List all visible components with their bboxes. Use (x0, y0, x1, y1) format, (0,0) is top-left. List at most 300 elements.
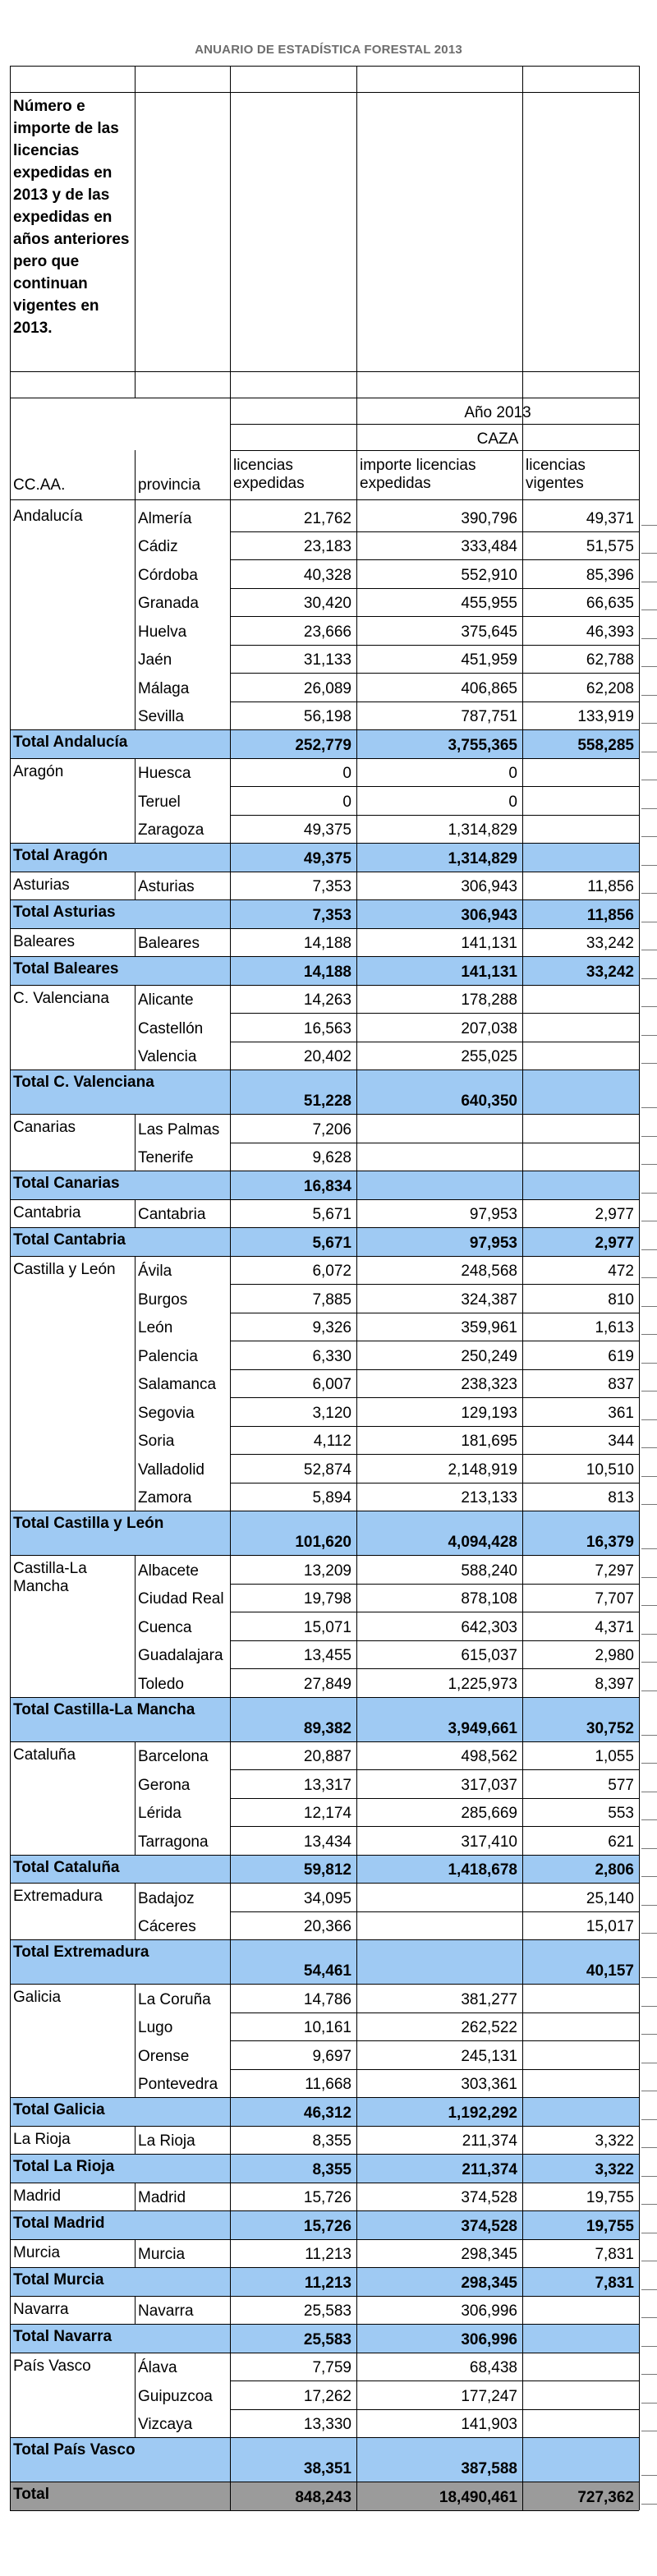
column-border (135, 1341, 136, 1369)
margin-tick (641, 1306, 657, 1307)
column-border (522, 928, 523, 957)
column-border (230, 2012, 231, 2041)
provincia-cell: La Coruña (138, 1990, 211, 2008)
licencias-expedidas-cell: 46,312 (303, 2104, 351, 2122)
column-border (135, 985, 136, 1014)
column-border (356, 1284, 357, 1313)
importe-cell: 1,225,973 (448, 1675, 517, 1693)
column-border (135, 758, 136, 787)
importe-cell: 306,943 (461, 878, 517, 895)
licencias-expedidas-cell: 10,161 (303, 2019, 351, 2036)
licencias-expedidas-cell: 25,583 (303, 2302, 351, 2320)
importe-cell: 207,038 (461, 1019, 517, 1037)
column-border (522, 2040, 523, 2069)
provincia-cell: Granada (138, 595, 199, 612)
column-border (10, 1042, 11, 1070)
column-border (10, 398, 11, 503)
importe-cell: 3,949,661 (448, 1719, 517, 1737)
margin-tick (641, 1735, 657, 1736)
column-border (522, 1883, 523, 1911)
column-border (522, 1227, 523, 1256)
column-border (10, 503, 11, 531)
column-border (10, 1855, 11, 1884)
column-border (10, 1256, 11, 1285)
column-border (639, 2097, 640, 2126)
licencias-expedidas-cell: 4,112 (313, 1433, 351, 1450)
licencias-vigentes-cell: 361 (608, 1404, 634, 1422)
column-border (135, 645, 136, 674)
column-border (522, 559, 523, 588)
column-border (230, 1640, 231, 1669)
column-border (135, 1284, 136, 1313)
column-border (522, 758, 523, 787)
licencias-expedidas-cell: 26,089 (303, 679, 351, 697)
importe-cell: 213,133 (461, 1489, 517, 1506)
column-border (356, 1426, 357, 1455)
column-border (522, 1426, 523, 1455)
row-border (10, 1227, 639, 1228)
provincia-cell: Pontevedra (138, 2076, 218, 2093)
column-border (230, 1042, 231, 1070)
column-border (10, 1911, 11, 1940)
column-border (10, 2324, 11, 2353)
row-border (230, 2040, 639, 2041)
column-border (135, 1042, 136, 1070)
column-border (522, 2409, 523, 2438)
margin-tick (641, 2119, 657, 2120)
licencias-vigentes-cell: 3,322 (595, 2160, 634, 2178)
column-border (10, 1769, 11, 1798)
total-label-cell: Total La Rioja (13, 2158, 115, 2175)
margin-tick (641, 1164, 657, 1165)
ccaa-cell: Canarias (13, 1119, 76, 1136)
licencias-expedidas-cell: 5,671 (312, 1234, 351, 1252)
column-border (522, 1741, 523, 1770)
column-border (639, 1640, 640, 1669)
column-border (522, 985, 523, 1014)
column-border (356, 2239, 357, 2268)
importe-cell: 455,955 (461, 595, 517, 612)
column-border (10, 1171, 11, 1199)
column-border (10, 616, 11, 645)
column-border (639, 1511, 640, 1555)
margin-tick (641, 1277, 657, 1278)
row-border (10, 1883, 639, 1884)
total-label-cell: Total Madrid (13, 2215, 105, 2232)
column-border (639, 1939, 640, 1984)
importe-cell: 250,249 (461, 1347, 517, 1365)
licencias-expedidas-cell: 6,072 (312, 1263, 351, 1280)
provincia-cell: Palencia (138, 1347, 198, 1365)
importe-cell: 255,025 (461, 1048, 517, 1065)
column-border (522, 2210, 523, 2239)
column-border (356, 1171, 357, 1199)
provincia-cell: Orense (138, 2047, 190, 2065)
row-border (230, 2012, 639, 2013)
column-border (356, 815, 357, 844)
licencias-vigentes-cell: 577 (608, 1776, 634, 1794)
licencias-expedidas-cell: 9,628 (312, 1149, 351, 1166)
column-border (639, 1227, 640, 1256)
column-border (639, 1612, 640, 1640)
column-border (639, 985, 640, 1014)
margin-tick (641, 1977, 657, 1978)
column-border (230, 2040, 231, 2069)
row-border (230, 1640, 639, 1641)
column-border (10, 1511, 11, 1555)
licencias-vigentes-cell: 7,707 (595, 1590, 634, 1608)
table-top-border (10, 66, 639, 67)
provincia-cell: Tarragona (138, 1833, 209, 1851)
margin-tick (641, 1391, 657, 1392)
column-border (356, 1397, 357, 1426)
margin-tick (641, 1447, 657, 1448)
margin-tick (641, 1419, 657, 1420)
column-border (356, 1483, 357, 1511)
licencias-vigentes-cell: 66,635 (586, 595, 634, 612)
column-border (230, 786, 231, 815)
licencias-vigentes-cell: 85,396 (586, 566, 634, 584)
column-border (639, 786, 640, 815)
column-border (230, 1984, 231, 2012)
column-border (10, 588, 11, 617)
margin-tick (641, 2346, 657, 2347)
column-border (230, 1114, 231, 1143)
row-border (10, 2126, 639, 2127)
licencias-vigentes-cell: 813 (608, 1489, 634, 1506)
column-border (522, 1199, 523, 1228)
row-border (10, 1199, 639, 1200)
licencias-expedidas-cell: 0 (342, 765, 351, 782)
column-border (10, 1798, 11, 1827)
column-border (522, 2437, 523, 2482)
column-border (522, 2126, 523, 2155)
ccaa-cell: C. Valenciana (13, 989, 109, 1007)
column-border (135, 815, 136, 844)
column-header-provincia: provincia (138, 476, 201, 494)
column-border (356, 1313, 357, 1341)
column-border (10, 559, 11, 588)
licencias-expedidas-cell: 52,874 (303, 1460, 351, 1479)
column-border (10, 2069, 11, 2098)
column-border (522, 1511, 523, 1555)
column-border (639, 398, 640, 503)
column-border (522, 1555, 523, 1584)
column-border (522, 815, 523, 844)
column-border (522, 1826, 523, 1855)
importe-cell: 640,350 (461, 1092, 517, 1110)
column-border (639, 899, 640, 928)
margin-tick (641, 1107, 657, 1108)
column-border (10, 1397, 11, 1426)
ccaa-cell: Galicia (13, 1989, 62, 2006)
importe-cell: 374,528 (461, 2217, 517, 2235)
total-label-cell: Total Murcia (13, 2271, 104, 2288)
column-border (230, 928, 231, 957)
margin-tick (641, 1819, 657, 1820)
column-border (522, 1114, 523, 1143)
provincia-cell: Lugo (138, 2019, 173, 2036)
total-label-cell: Total Extremadura (13, 1944, 149, 1961)
total-label-cell: Total Asturias (13, 904, 116, 921)
margin-tick (641, 2374, 657, 2375)
column-border (10, 1454, 11, 1483)
total-label-cell: Total País Vasco (13, 2441, 136, 2459)
column-border (135, 673, 136, 702)
column-border (639, 2239, 640, 2268)
column-border (230, 815, 231, 844)
row-border (230, 1826, 639, 1827)
importe-cell: 181,695 (461, 1433, 517, 1450)
column-border (356, 2353, 357, 2381)
column-border (10, 815, 11, 844)
margin-tick (641, 808, 657, 809)
column-border (10, 1013, 11, 1042)
column-border (356, 1584, 357, 1612)
column-border (230, 398, 231, 503)
importe-cell: 129,193 (461, 1404, 517, 1422)
column-border (639, 2324, 640, 2353)
column-border (356, 1612, 357, 1640)
row-border (10, 1939, 639, 1940)
licencias-expedidas-cell: 20,402 (303, 1048, 351, 1065)
licencias-expedidas-cell: 23,183 (303, 538, 351, 555)
licencias-expedidas-cell: 11,213 (305, 2246, 351, 2263)
licencias-expedidas-cell: 20,887 (303, 1748, 351, 1765)
column-border (230, 531, 231, 560)
column-border (135, 1143, 136, 1171)
column-border (639, 1483, 640, 1511)
importe-cell: 317,037 (461, 1776, 517, 1794)
column-border (10, 1883, 11, 1911)
margin-tick (641, 638, 657, 639)
column-border (356, 1668, 357, 1697)
column-border (135, 1313, 136, 1341)
licencias-expedidas-cell: 49,375 (303, 821, 351, 839)
column-border (522, 2183, 523, 2211)
licencias-vigentes-cell: 16,379 (586, 1534, 634, 1551)
column-border (10, 758, 11, 787)
column-border (135, 531, 136, 560)
column-border (522, 1143, 523, 1171)
licencias-vigentes-cell: 727,362 (577, 2488, 634, 2506)
column-border (356, 1939, 357, 1984)
column-border (10, 702, 11, 730)
provincia-cell: Cádiz (138, 538, 178, 555)
provincia-cell: Cáceres (138, 1918, 196, 1935)
column-border (10, 645, 11, 674)
column-border (356, 1114, 357, 1143)
column-border (639, 1454, 640, 1483)
licencias-vigentes-cell: 33,242 (586, 963, 634, 981)
column-border (639, 2380, 640, 2409)
ccaa-cell: País Vasco (13, 2357, 91, 2375)
margin-tick (641, 1249, 657, 1250)
column-border (10, 1143, 11, 1171)
column-border (639, 66, 640, 398)
licencias-expedidas-cell: 54,461 (303, 1962, 351, 1980)
row-border (230, 1769, 639, 1770)
importe-cell: 0 (508, 765, 517, 782)
provincia-cell: Zamora (138, 1489, 192, 1506)
column-border (356, 1855, 357, 1884)
column-border (356, 729, 357, 758)
column-header-ccaa: CC.AA. (13, 476, 66, 494)
licencias-vigentes-cell: 558,285 (577, 736, 634, 754)
column-border (356, 1741, 357, 1770)
importe-cell: 375,645 (461, 623, 517, 641)
importe-cell: 303,361 (461, 2076, 517, 2093)
provincia-cell: Ávila (138, 1263, 172, 1280)
column-border (230, 2380, 231, 2409)
column-border (230, 1612, 231, 1640)
group-label-caza: CAZA (476, 430, 519, 448)
licencias-vigentes-cell: 7,831 (595, 2246, 634, 2263)
licencias-expedidas-cell: 3,120 (312, 1404, 351, 1422)
column-border (639, 1769, 640, 1798)
provincia-cell: Salamanca (138, 1376, 217, 1393)
row-border (10, 92, 639, 93)
importe-cell: 18,490,461 (439, 2488, 517, 2506)
column-border (639, 1199, 640, 1228)
column-border (356, 588, 357, 617)
importe-cell: 141,131 (461, 935, 517, 952)
importe-cell: 177,247 (461, 2387, 517, 2405)
importe-cell: 211,374 (462, 2160, 517, 2178)
column-border (522, 1855, 523, 1884)
column-border (639, 1798, 640, 1827)
licencias-vigentes-cell: 46,393 (586, 623, 634, 641)
importe-cell: 0 (508, 793, 517, 811)
licencias-expedidas-cell: 7,206 (312, 1120, 351, 1138)
licencias-vigentes-cell: 49,371 (586, 509, 634, 527)
row-border (10, 371, 639, 372)
total-label-cell: Total Cantabria (13, 1231, 126, 1249)
column-border (135, 1911, 136, 1940)
column-border (522, 645, 523, 674)
column-border (10, 1483, 11, 1511)
provincia-cell: Alicante (138, 991, 194, 1009)
margin-tick (641, 1136, 657, 1137)
column-border (230, 2324, 231, 2353)
column-border (356, 673, 357, 702)
importe-cell: 306,996 (461, 2330, 517, 2348)
licencias-vigentes-cell: 133,919 (577, 708, 634, 725)
column-border (230, 1284, 231, 1313)
importe-cell: 387,588 (461, 2460, 517, 2477)
column-border (639, 702, 640, 730)
column-border (522, 66, 523, 398)
margin-tick (641, 2317, 657, 2318)
column-border (230, 645, 231, 674)
column-border (639, 1143, 640, 1171)
licencias-vigentes-cell: 11,856 (587, 878, 634, 895)
column-border (639, 2409, 640, 2438)
margin-tick (641, 2034, 657, 2035)
column-border (522, 1640, 523, 1669)
licencias-expedidas-cell: 23,666 (303, 623, 351, 641)
provincia-cell: Teruel (138, 793, 181, 811)
column-border (230, 899, 231, 928)
column-border (135, 1826, 136, 1855)
row-border (230, 645, 639, 646)
provincia-cell: Cantabria (138, 1206, 206, 1223)
column-border (10, 1584, 11, 1612)
column-border (639, 1341, 640, 1369)
column-border (230, 2069, 231, 2098)
margin-tick (641, 2403, 657, 2404)
row-border (10, 928, 639, 929)
importe-cell: 451,959 (461, 651, 517, 669)
column-border (522, 1070, 523, 1114)
column-border (356, 398, 357, 503)
total-label-cell: Total C. Valenciana (13, 1074, 154, 1091)
licencias-expedidas-cell: 30,420 (303, 595, 351, 612)
table-title: Número e importe de las licencias expedidas en 2013 y de las expedidas en años anteriores pero que continuan vigentes en 2013. (13, 98, 130, 337)
importe-cell: 97,953 (469, 1206, 517, 1223)
column-border (356, 1454, 357, 1483)
licencias-expedidas-cell: 7,353 (312, 878, 351, 895)
column-border (230, 2210, 231, 2239)
column-border (522, 1397, 523, 1426)
row-border (10, 1741, 639, 1742)
ccaa-cell: Cantabria (13, 1203, 81, 1221)
row-border (10, 1697, 639, 1698)
column-border (356, 2324, 357, 2353)
column-border (639, 1284, 640, 1313)
column-border (10, 1826, 11, 1855)
row-border (230, 1483, 639, 1484)
column-border (639, 1042, 640, 1070)
column-border (230, 66, 231, 398)
licencias-vigentes-cell: 8,397 (595, 1675, 634, 1693)
column-border (10, 2437, 11, 2482)
licencias-expedidas-cell: 11,213 (304, 2274, 351, 2292)
column-border (522, 1013, 523, 1042)
licencias-expedidas-cell: 101,620 (295, 1534, 351, 1551)
licencias-expedidas-cell: 7,353 (312, 906, 351, 924)
margin-tick (641, 1848, 657, 1849)
licencias-expedidas-cell: 27,849 (303, 1675, 351, 1693)
provincia-cell: Las Palmas (138, 1120, 220, 1138)
column-border (522, 702, 523, 730)
column-border (639, 616, 640, 645)
column-border (356, 2040, 357, 2069)
column-border (639, 2296, 640, 2325)
provincia-cell: Valencia (138, 1048, 197, 1065)
total-label-cell: Total Cataluña (13, 1858, 120, 1876)
column-border (230, 1555, 231, 1584)
row-border (10, 2324, 639, 2325)
column-border (522, 1939, 523, 1984)
column-border (135, 1483, 136, 1511)
licencias-vigentes-cell: 19,755 (586, 2217, 634, 2235)
licencias-expedidas-cell: 16,563 (303, 1019, 351, 1037)
column-border (522, 2154, 523, 2183)
provincia-cell: Tenerife (138, 1149, 194, 1166)
provincia-cell: Soria (138, 1433, 175, 1450)
licencias-expedidas-cell: 252,779 (295, 736, 351, 754)
column-border (522, 1668, 523, 1697)
column-border (639, 2267, 640, 2296)
column-border (522, 1697, 523, 1741)
licencias-expedidas-cell: 14,786 (303, 1990, 351, 2008)
column-border (356, 1798, 357, 1827)
provincia-cell: Navarra (138, 2302, 194, 2320)
column-border (639, 1911, 640, 1940)
column-border (639, 2012, 640, 2041)
column-border (639, 1826, 640, 1855)
